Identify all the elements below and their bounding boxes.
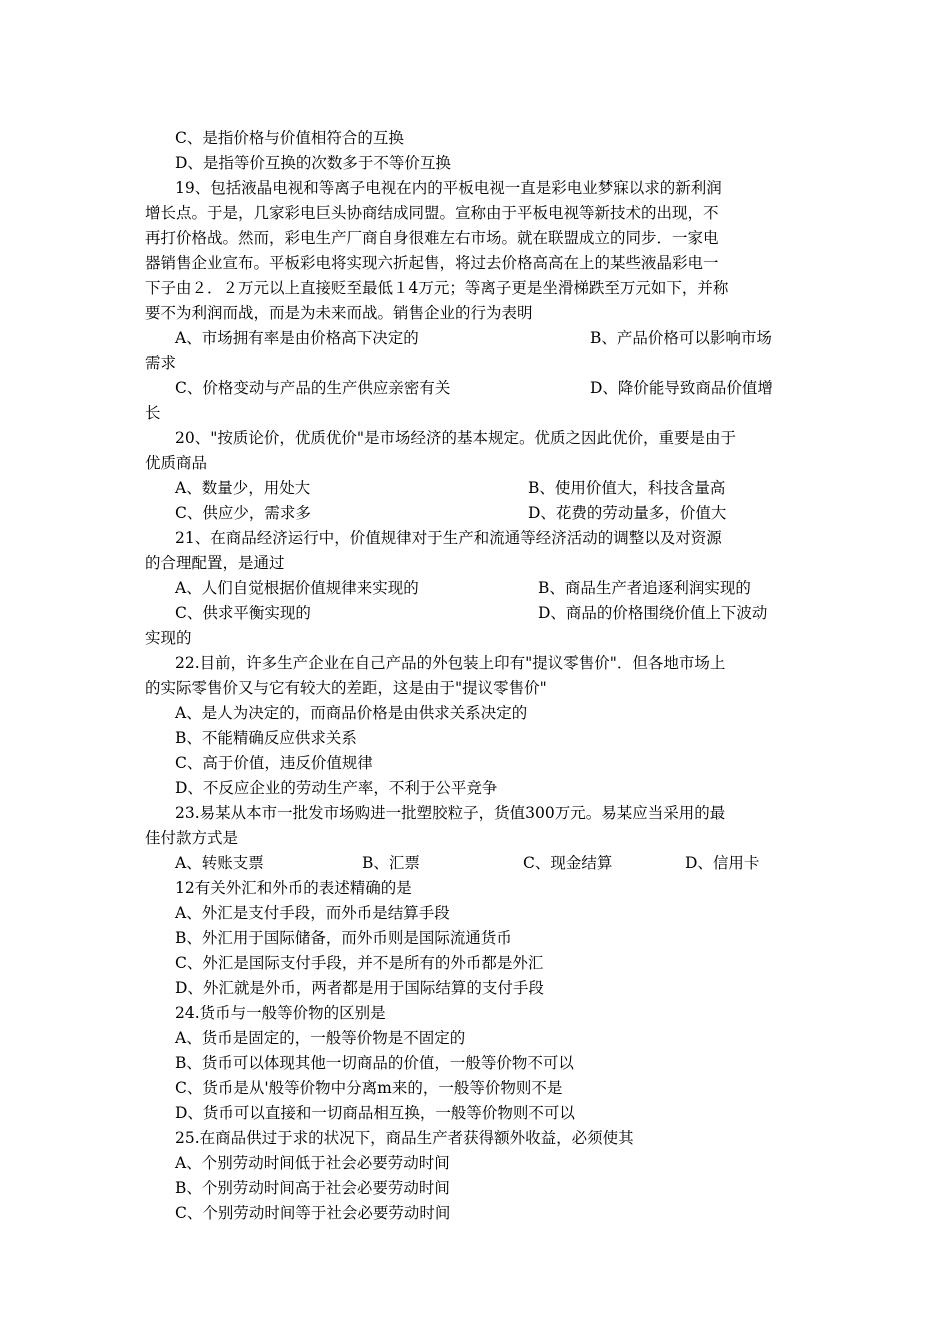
option-text: C、价格变动与产品的生产供应亲密有关 (175, 379, 451, 397)
option-text: C、货币是从'般等价物中分离m来的，一般等价物则不是 (175, 1079, 563, 1097)
question-text-continued: 器销售企业宣布。平板彩电将实现六折起售，将过去价格高高在上的某些液晶彩电一 (145, 254, 719, 272)
question-text-continued: 要不为利润而战，而是为未来而战。销售企业的行为表明 (145, 304, 533, 322)
option-text: B、产品价格可以影响市场 (590, 329, 772, 347)
option-text: D、信用卡 (685, 854, 760, 872)
option-text: A、货币是固定的，一般等价物是不固定的 (175, 1029, 466, 1047)
question-23-text: 23.易某从本市一批发市场购进一批塑胶粒子，货值300万元。易某应当采用的最 (175, 804, 726, 822)
option-text: A、人们自觉根据价值规律来实现的 (175, 579, 419, 597)
option-text: B、不能精确反应供求关系 (175, 729, 357, 747)
option-text-continued: 需求 (145, 354, 177, 372)
option-text: C、外汇是国际支付手段，并不是所有的外币都是外汇 (175, 954, 544, 972)
option-text: B、使用价值大，科技含量高 (528, 479, 726, 497)
question-22-text: 22.目前，许多生产企业在自己产品的外包装上印有"提议零售价"．但各地市场上 (175, 654, 726, 672)
option-text: A、数量少，用处大 (175, 479, 311, 497)
option-text: A、市场拥有率是由价格高下决定的 (175, 329, 419, 347)
question-20-text: 20、"按质论价，优质优价"是市场经济的基本规定。优质之因此优价，重要是由于 (175, 429, 736, 447)
option-text: C、供应少，需求多 (175, 504, 311, 522)
option-text: D、商品的价格围绕价值上下波动 (538, 604, 768, 622)
question-text-continued: 的合理配置，是通过 (145, 554, 285, 572)
option-text: A、外汇是支付手段，而外币是结算手段 (175, 904, 450, 922)
option-text: A、个别劳动时间低于社会必要劳动时间 (175, 1154, 450, 1172)
question-21-text: 21、在商品经济运行中，价值规律对于生产和流通等经济活动的调整以及对资源 (175, 529, 722, 547)
question-text-continued: 再打价格战。然而，彩电生产厂商自身很难左右市场。就在联盟成立的同步．一家电 (145, 229, 719, 247)
question-25-text: 25.在商品供过于求的状况下，商品生产者获得额外收益，必须使其 (175, 1129, 634, 1147)
option-text: B、商品生产者追逐利润实现的 (538, 579, 751, 597)
option-text: D、降价能导致商品价值增 (590, 379, 773, 397)
question-19-text: 19、包括液晶电视和等离子电视在内的平板电视一直是彩电业梦寐以求的新利润 (175, 179, 722, 197)
question-text-continued: 下子由２．２万元以上直接贬至最低１4万元；等离子更是坐滑梯跌至万元如下，并称 (145, 279, 729, 297)
option-text: B、货币可以体现其他一切商品的价值，一般等价物不可以 (175, 1054, 574, 1072)
option-text: D、外汇就是外币，两者都是用于国际结算的支付手段 (175, 979, 544, 997)
question-text-continued: 的实际零售价又与它有较大的差距，这是由于"提议零售价" (145, 679, 547, 697)
question-text-continued: 增长点。于是，几家彩电巨头协商结成同盟。宣称由于平板电视等新技术的出现，不 (145, 204, 719, 222)
option-text-continued: 实现的 (145, 629, 192, 647)
option-text: A、是人为决定的，而商品价格是由供求关系决定的 (175, 704, 528, 722)
option-text: C、供求平衡实现的 (175, 604, 311, 622)
question-12-text: 12有关外汇和外币的表述精确的是 (175, 879, 412, 897)
option-text: A、转账支票 (175, 854, 264, 872)
question-text-continued: 佳付款方式是 (145, 829, 239, 847)
option-text: D、是指等价互换的次数多于不等价互换 (175, 154, 451, 172)
option-text: B、外汇用于国际储备，而外币则是国际流通货币 (175, 929, 512, 947)
option-text: C、是指价格与价值相符合的互换 (175, 129, 404, 147)
option-text-continued: 长 (145, 404, 161, 422)
question-24-text: 24.货币与一般等价物的区别是 (175, 1004, 386, 1022)
option-text: B、个别劳动时间高于社会必要劳动时间 (175, 1179, 450, 1197)
option-text: C、个别劳动时间等于社会必要劳动时间 (175, 1204, 451, 1222)
option-text: C、现金结算 (523, 854, 613, 872)
option-text: D、花费的劳动量多，价值大 (528, 504, 727, 522)
question-text-continued: 优质商品 (145, 454, 208, 472)
option-text: C、高于价值，违反价值规律 (175, 754, 373, 772)
option-text: B、汇票 (362, 854, 420, 872)
option-text: D、不反应企业的劳动生产率，不利于公平竞争 (175, 779, 498, 797)
option-text: D、货币可以直接和一切商品相互换，一般等价物则不可以 (175, 1104, 575, 1122)
